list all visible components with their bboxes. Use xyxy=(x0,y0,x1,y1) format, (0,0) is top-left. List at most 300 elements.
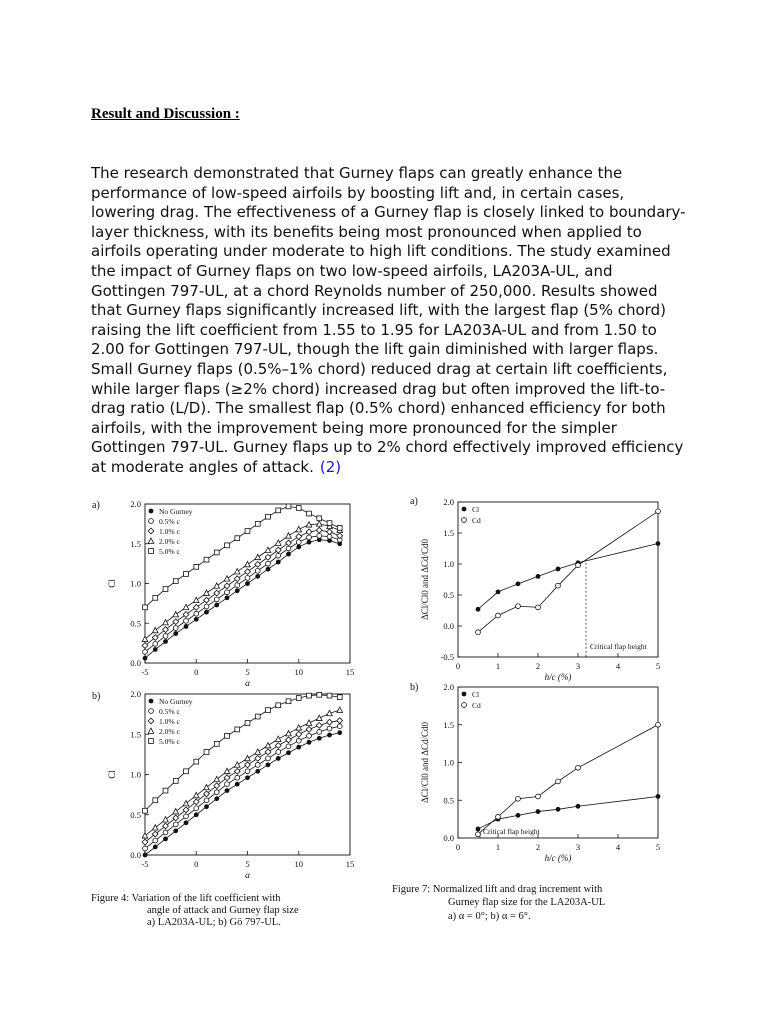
data-point xyxy=(317,533,322,538)
data-point xyxy=(235,536,240,541)
x-tick-label: 1 xyxy=(495,842,501,852)
data-point xyxy=(194,759,199,764)
data-point xyxy=(556,807,561,812)
data-point xyxy=(163,788,168,793)
legend-label: Cd xyxy=(472,516,481,525)
plot-frame xyxy=(458,687,658,838)
data-point xyxy=(194,806,199,811)
y-tick-label: 0.5 xyxy=(443,590,454,600)
x-tick-label: 4 xyxy=(615,842,621,852)
data-point xyxy=(496,590,501,595)
y-tick-label: 0.0 xyxy=(130,658,141,668)
data-point xyxy=(286,540,292,546)
legend-label: 5.0% c xyxy=(159,547,180,556)
data-point xyxy=(266,514,271,519)
y-tick-label: 2.0 xyxy=(130,499,141,509)
fig4-caption-line-1: Figure 4: Variation of the lift coefficient with xyxy=(91,893,281,904)
data-point xyxy=(307,740,312,745)
data-point xyxy=(317,736,322,741)
data-point xyxy=(556,583,561,588)
data-point xyxy=(214,550,219,555)
data-point xyxy=(245,755,251,760)
data-point xyxy=(275,736,281,741)
y-tick-label: 1.0 xyxy=(443,559,454,569)
data-point xyxy=(235,588,240,593)
data-point xyxy=(214,603,219,608)
data-point xyxy=(296,745,301,750)
data-point xyxy=(556,779,561,784)
data-point xyxy=(163,837,168,842)
data-point xyxy=(296,545,301,550)
data-point xyxy=(656,541,661,546)
data-point xyxy=(296,540,301,545)
panel-label-7b: b) xyxy=(410,682,419,693)
data-point xyxy=(516,581,521,586)
data-point xyxy=(276,508,281,513)
data-point xyxy=(266,762,271,767)
x-tick-label: 0 xyxy=(194,859,199,869)
data-point xyxy=(245,576,250,581)
data-point xyxy=(317,692,322,697)
data-point xyxy=(476,607,481,612)
figure-4-caption xyxy=(91,893,299,928)
data-point xyxy=(556,567,561,572)
data-point xyxy=(276,560,281,565)
data-point xyxy=(245,762,251,768)
paragraph-text: The research demonstrated that Gurney flaps can greatly enhance the performance of low-speed airfoils by boosting lift and, in certain cases, lowering drag. The effectiveness of a Gurney flap is closely linked to boundary-layer thickness, with its benefits being most pronounced when applied to airfoils operating under moderate to high lift conditions. The study examined the impact of Gurney flaps on two low-speed airfoils, LA203A-UL, and Gottingen 797-UL, at a chord Reynolds number of 250,000. Results showed that Gurney flaps significantly increased lift, with the largest flap (5% chord) raising the lift coefficient from 1.55 to 1.95 for LA203A-UL and from 1.50 to 2.00 for Gottingen 797-UL, though the lift gain diminished with larger flaps. Small Gurney flaps (0.5%–1% chord) reduced drag at certain lift coefficients, while larger flaps (≥2% chord) increased drag but often improved the lift-to-drag ratio (L/D). The smallest flap (0.5% chord) enhanced efficiency for both airfoils, with the improvement being more pronounced for the simpler Gottingen 797-UL. Gurney flaps up to 2% chord effectively improved efficiency at moderate angles of attack. xyxy=(91,164,686,476)
data-point xyxy=(173,631,178,636)
data-point xyxy=(255,568,260,573)
x-tick-label: 10 xyxy=(294,667,303,677)
y-tick-label: 1.0 xyxy=(443,757,454,768)
data-point xyxy=(266,708,271,713)
legend-marker xyxy=(149,709,154,714)
x-tick-label: -5 xyxy=(141,667,149,677)
x-axis-label: α xyxy=(245,678,250,688)
data-point xyxy=(306,720,312,725)
data-point xyxy=(234,768,240,774)
data-point xyxy=(576,765,581,770)
data-point xyxy=(275,540,281,545)
x-tick-label: 1 xyxy=(495,661,501,671)
series-line xyxy=(478,544,658,610)
data-point xyxy=(235,782,240,787)
data-point xyxy=(266,561,271,566)
data-point xyxy=(245,769,250,774)
data-point xyxy=(255,574,260,579)
data-point xyxy=(152,627,158,632)
data-point xyxy=(204,750,209,755)
data-point xyxy=(245,569,251,575)
data-point xyxy=(173,828,178,833)
y-tick-label: -0.5 xyxy=(440,652,454,662)
legend-marker xyxy=(148,538,154,543)
annotation-label: Critical flap height xyxy=(483,827,540,836)
data-point xyxy=(286,546,291,551)
data-point xyxy=(275,547,281,553)
data-point xyxy=(163,639,168,644)
legend-marker xyxy=(148,728,154,733)
fig7-caption-line-1: Figure 7: Normalized lift and drag increment with xyxy=(392,884,603,895)
legend-label: 2.0% c xyxy=(159,727,180,736)
data-point xyxy=(476,630,481,635)
x-axis-label: α xyxy=(245,870,250,880)
data-point xyxy=(327,529,333,535)
data-point xyxy=(327,693,332,698)
data-point xyxy=(214,776,220,781)
data-point xyxy=(224,583,230,589)
legend-marker xyxy=(149,739,154,744)
data-point xyxy=(307,693,312,698)
data-point xyxy=(245,561,251,566)
data-point xyxy=(296,725,302,730)
data-point xyxy=(286,699,291,704)
x-tick-label: 10 xyxy=(294,859,303,869)
panel-label-4a: a) xyxy=(92,500,100,511)
legend-marker xyxy=(462,507,467,512)
legend-label: Cl xyxy=(472,505,480,514)
data-point xyxy=(173,612,179,617)
figure-4a xyxy=(92,499,354,688)
y-tick-label: 1.5 xyxy=(130,538,141,549)
data-point xyxy=(296,526,302,531)
legend-label: No Gurney xyxy=(159,507,193,516)
x-tick-label: 0 xyxy=(194,667,199,677)
data-point xyxy=(276,750,281,755)
series-line xyxy=(145,540,340,658)
data-point xyxy=(307,540,312,545)
data-point xyxy=(516,796,521,801)
chart-4b xyxy=(107,689,354,880)
data-point xyxy=(235,775,240,780)
data-point xyxy=(153,642,158,647)
data-point xyxy=(152,825,158,830)
data-point xyxy=(316,527,322,533)
data-point xyxy=(255,762,260,767)
legend-label: Cd xyxy=(472,701,481,710)
data-point xyxy=(163,817,169,822)
legend-marker xyxy=(149,519,154,524)
series-line xyxy=(145,733,340,855)
data-point xyxy=(476,827,481,832)
data-point xyxy=(173,779,178,784)
x-tick-label: 2 xyxy=(535,842,541,852)
y-tick-label: 0.5 xyxy=(443,795,454,806)
data-point xyxy=(245,721,250,726)
data-point xyxy=(153,595,158,600)
data-point xyxy=(173,579,178,584)
data-point xyxy=(255,554,261,559)
panel-label-4b: b) xyxy=(92,691,101,702)
y-axis-label: ΔCl/Cl0 and ΔCd/Cd0 xyxy=(420,721,430,804)
data-point xyxy=(225,543,230,548)
data-point xyxy=(265,749,271,755)
data-point xyxy=(656,794,661,799)
data-point xyxy=(265,743,271,748)
data-point xyxy=(255,756,261,762)
y-axis-label: ΔCl/Cl0 and ΔCd/Cd0 xyxy=(420,538,430,621)
data-point xyxy=(153,845,158,850)
data-point xyxy=(163,587,168,592)
data-point xyxy=(296,506,301,511)
data-point xyxy=(184,572,189,577)
y-tick-label: 1.5 xyxy=(443,719,454,730)
data-point xyxy=(536,605,541,610)
legend-label: No Gurney xyxy=(159,697,193,706)
data-point xyxy=(143,649,148,654)
data-point xyxy=(163,619,169,624)
chart-7a xyxy=(420,497,660,682)
data-point xyxy=(286,533,292,538)
data-point xyxy=(317,729,322,734)
data-point xyxy=(296,534,302,540)
y-tick-label: 0.5 xyxy=(130,618,141,629)
data-point xyxy=(184,814,189,819)
y-tick-label: 1.0 xyxy=(130,769,141,780)
chart-7b xyxy=(420,682,660,863)
fig4-caption-line-3: a) LA203A-UL; b) Gö 797-UL. xyxy=(147,917,281,928)
legend-marker xyxy=(149,549,154,554)
fig4-caption-line-2: angle of attack and Gurney flap size xyxy=(147,905,299,916)
data-point xyxy=(184,820,189,825)
x-axis-label: h/c (%) xyxy=(544,853,572,863)
figure-7-caption xyxy=(392,884,605,922)
data-point xyxy=(327,719,333,725)
data-point xyxy=(204,604,209,609)
y-axis-label: Cl xyxy=(107,770,117,779)
data-point xyxy=(184,769,189,774)
data-point xyxy=(194,617,199,622)
data-point xyxy=(163,830,168,835)
plot-frame xyxy=(458,502,658,657)
data-point xyxy=(337,724,342,729)
data-point xyxy=(235,727,240,732)
data-point xyxy=(255,521,260,526)
data-point xyxy=(204,784,210,789)
data-point xyxy=(265,554,271,560)
data-point xyxy=(153,647,158,652)
data-point xyxy=(307,511,312,516)
data-point xyxy=(225,782,230,787)
data-point xyxy=(496,814,501,819)
legend-marker xyxy=(149,699,154,704)
data-point xyxy=(204,610,209,615)
data-point xyxy=(337,533,343,539)
data-point xyxy=(173,822,178,827)
data-point xyxy=(276,756,281,761)
data-point xyxy=(265,547,271,552)
data-point xyxy=(143,656,148,661)
data-point xyxy=(245,581,250,586)
fig7-caption-line-3: a) α = 0°; b) α = 6°. xyxy=(448,911,531,922)
data-point xyxy=(163,634,168,639)
data-point xyxy=(306,727,312,733)
data-point xyxy=(307,733,312,738)
data-point xyxy=(286,552,291,557)
data-point xyxy=(275,743,281,749)
data-point xyxy=(327,521,332,526)
data-point xyxy=(276,553,281,558)
data-point xyxy=(173,809,179,814)
data-point xyxy=(327,726,332,731)
legend-label: 1.0% c xyxy=(159,717,180,726)
data-point xyxy=(576,563,581,568)
annotation-label: Critical flap height xyxy=(590,642,647,651)
data-point xyxy=(245,529,250,534)
x-tick-label: 2 xyxy=(535,661,541,671)
data-point xyxy=(183,612,189,618)
data-point xyxy=(214,790,219,795)
legend-label: 0.5% c xyxy=(159,517,180,526)
x-tick-label: 0 xyxy=(455,661,461,671)
x-tick-label: -5 xyxy=(141,859,149,869)
legend-marker xyxy=(462,692,467,697)
data-point xyxy=(153,798,158,803)
fig7-caption-line-2: Gurney flap size for the LA203A-UL xyxy=(448,897,606,908)
data-point xyxy=(204,798,209,803)
data-point xyxy=(183,800,189,805)
y-tick-label: 2.0 xyxy=(130,689,141,699)
legend-label: 2.0% c xyxy=(159,537,180,546)
data-point xyxy=(286,744,291,749)
data-point xyxy=(142,833,148,838)
legend-label: 0.5% c xyxy=(159,707,180,716)
data-point xyxy=(576,804,581,809)
data-point xyxy=(214,597,219,602)
x-tick-label: 5 xyxy=(245,667,250,677)
data-point xyxy=(204,557,209,562)
data-point xyxy=(656,722,661,727)
data-point xyxy=(296,731,302,737)
data-point xyxy=(225,733,230,738)
data-point xyxy=(143,846,148,851)
x-tick-label: 15 xyxy=(345,859,355,869)
data-point xyxy=(317,516,322,521)
data-point xyxy=(337,525,342,530)
x-tick-label: 0 xyxy=(455,842,461,852)
data-point xyxy=(224,576,230,581)
data-point xyxy=(204,804,209,809)
data-point xyxy=(296,696,301,701)
figure-7b xyxy=(410,682,660,863)
data-point xyxy=(224,768,230,773)
data-point xyxy=(225,590,230,595)
x-tick-label: 3 xyxy=(575,842,581,852)
data-point xyxy=(296,738,301,743)
data-point xyxy=(316,521,322,526)
series-line xyxy=(478,796,658,828)
data-point xyxy=(266,567,271,572)
data-point xyxy=(286,504,291,509)
data-point xyxy=(337,707,343,712)
data-point xyxy=(183,604,189,609)
data-point xyxy=(214,742,219,747)
section-heading: Result and Discussion : xyxy=(91,106,240,122)
data-point xyxy=(255,769,260,774)
figure-7a xyxy=(410,496,660,682)
data-point xyxy=(194,611,199,616)
legend-label: Cl xyxy=(472,690,480,699)
data-point xyxy=(536,794,541,799)
data-point xyxy=(516,813,521,818)
legend-label: 5.0% c xyxy=(159,737,180,746)
data-point xyxy=(327,733,332,738)
data-point xyxy=(536,809,541,814)
data-point xyxy=(143,853,148,858)
data-point xyxy=(307,535,312,540)
data-point xyxy=(194,564,199,569)
data-point xyxy=(234,762,240,767)
legend-marker xyxy=(462,518,467,523)
figure-4b xyxy=(92,689,354,880)
y-tick-label: 0.0 xyxy=(130,850,141,860)
panel-label-7a: a) xyxy=(410,496,418,507)
y-tick-label: 0.5 xyxy=(130,809,141,820)
x-tick-label: 15 xyxy=(345,667,355,677)
x-tick-label: 4 xyxy=(615,661,621,671)
data-point xyxy=(316,722,322,728)
series-line xyxy=(478,511,658,632)
citation-link[interactable]: (2) xyxy=(319,457,342,476)
legend-marker xyxy=(462,703,467,708)
data-point xyxy=(143,605,148,610)
data-point xyxy=(276,703,281,708)
data-point xyxy=(286,737,292,743)
data-point xyxy=(225,595,230,600)
data-point xyxy=(337,730,342,735)
data-point xyxy=(194,812,199,817)
x-axis-label: h/c (%) xyxy=(544,672,572,682)
data-point xyxy=(234,569,240,574)
data-point xyxy=(143,808,148,813)
y-tick-label: 2.0 xyxy=(443,682,454,692)
x-tick-label: 5 xyxy=(245,859,250,869)
legend-marker xyxy=(148,718,154,724)
data-point xyxy=(496,613,501,618)
data-point xyxy=(193,792,199,797)
data-point xyxy=(255,562,261,568)
y-tick-label: 1.5 xyxy=(130,729,141,740)
data-point xyxy=(337,695,342,700)
data-point xyxy=(286,750,291,755)
x-tick-label: 5 xyxy=(655,661,661,671)
data-point xyxy=(235,583,240,588)
data-point xyxy=(214,796,219,801)
data-point xyxy=(225,788,230,793)
data-point xyxy=(184,618,189,623)
data-point xyxy=(255,714,260,719)
y-tick-label: 0.0 xyxy=(443,621,454,631)
legend-marker xyxy=(149,509,154,514)
data-point xyxy=(204,590,210,595)
data-point xyxy=(214,590,220,596)
data-point xyxy=(255,749,261,754)
data-point xyxy=(193,604,199,610)
y-tick-label: 1.0 xyxy=(130,578,141,589)
data-point xyxy=(266,756,271,761)
legend-marker xyxy=(148,528,154,534)
data-point xyxy=(316,715,322,720)
data-point xyxy=(516,604,521,609)
chart-4a xyxy=(107,499,354,688)
x-tick-label: 5 xyxy=(655,842,661,852)
data-point xyxy=(286,730,292,735)
data-point xyxy=(173,626,178,631)
data-point xyxy=(214,583,220,588)
data-point xyxy=(536,574,541,579)
data-point xyxy=(337,718,343,724)
data-point xyxy=(193,597,199,602)
